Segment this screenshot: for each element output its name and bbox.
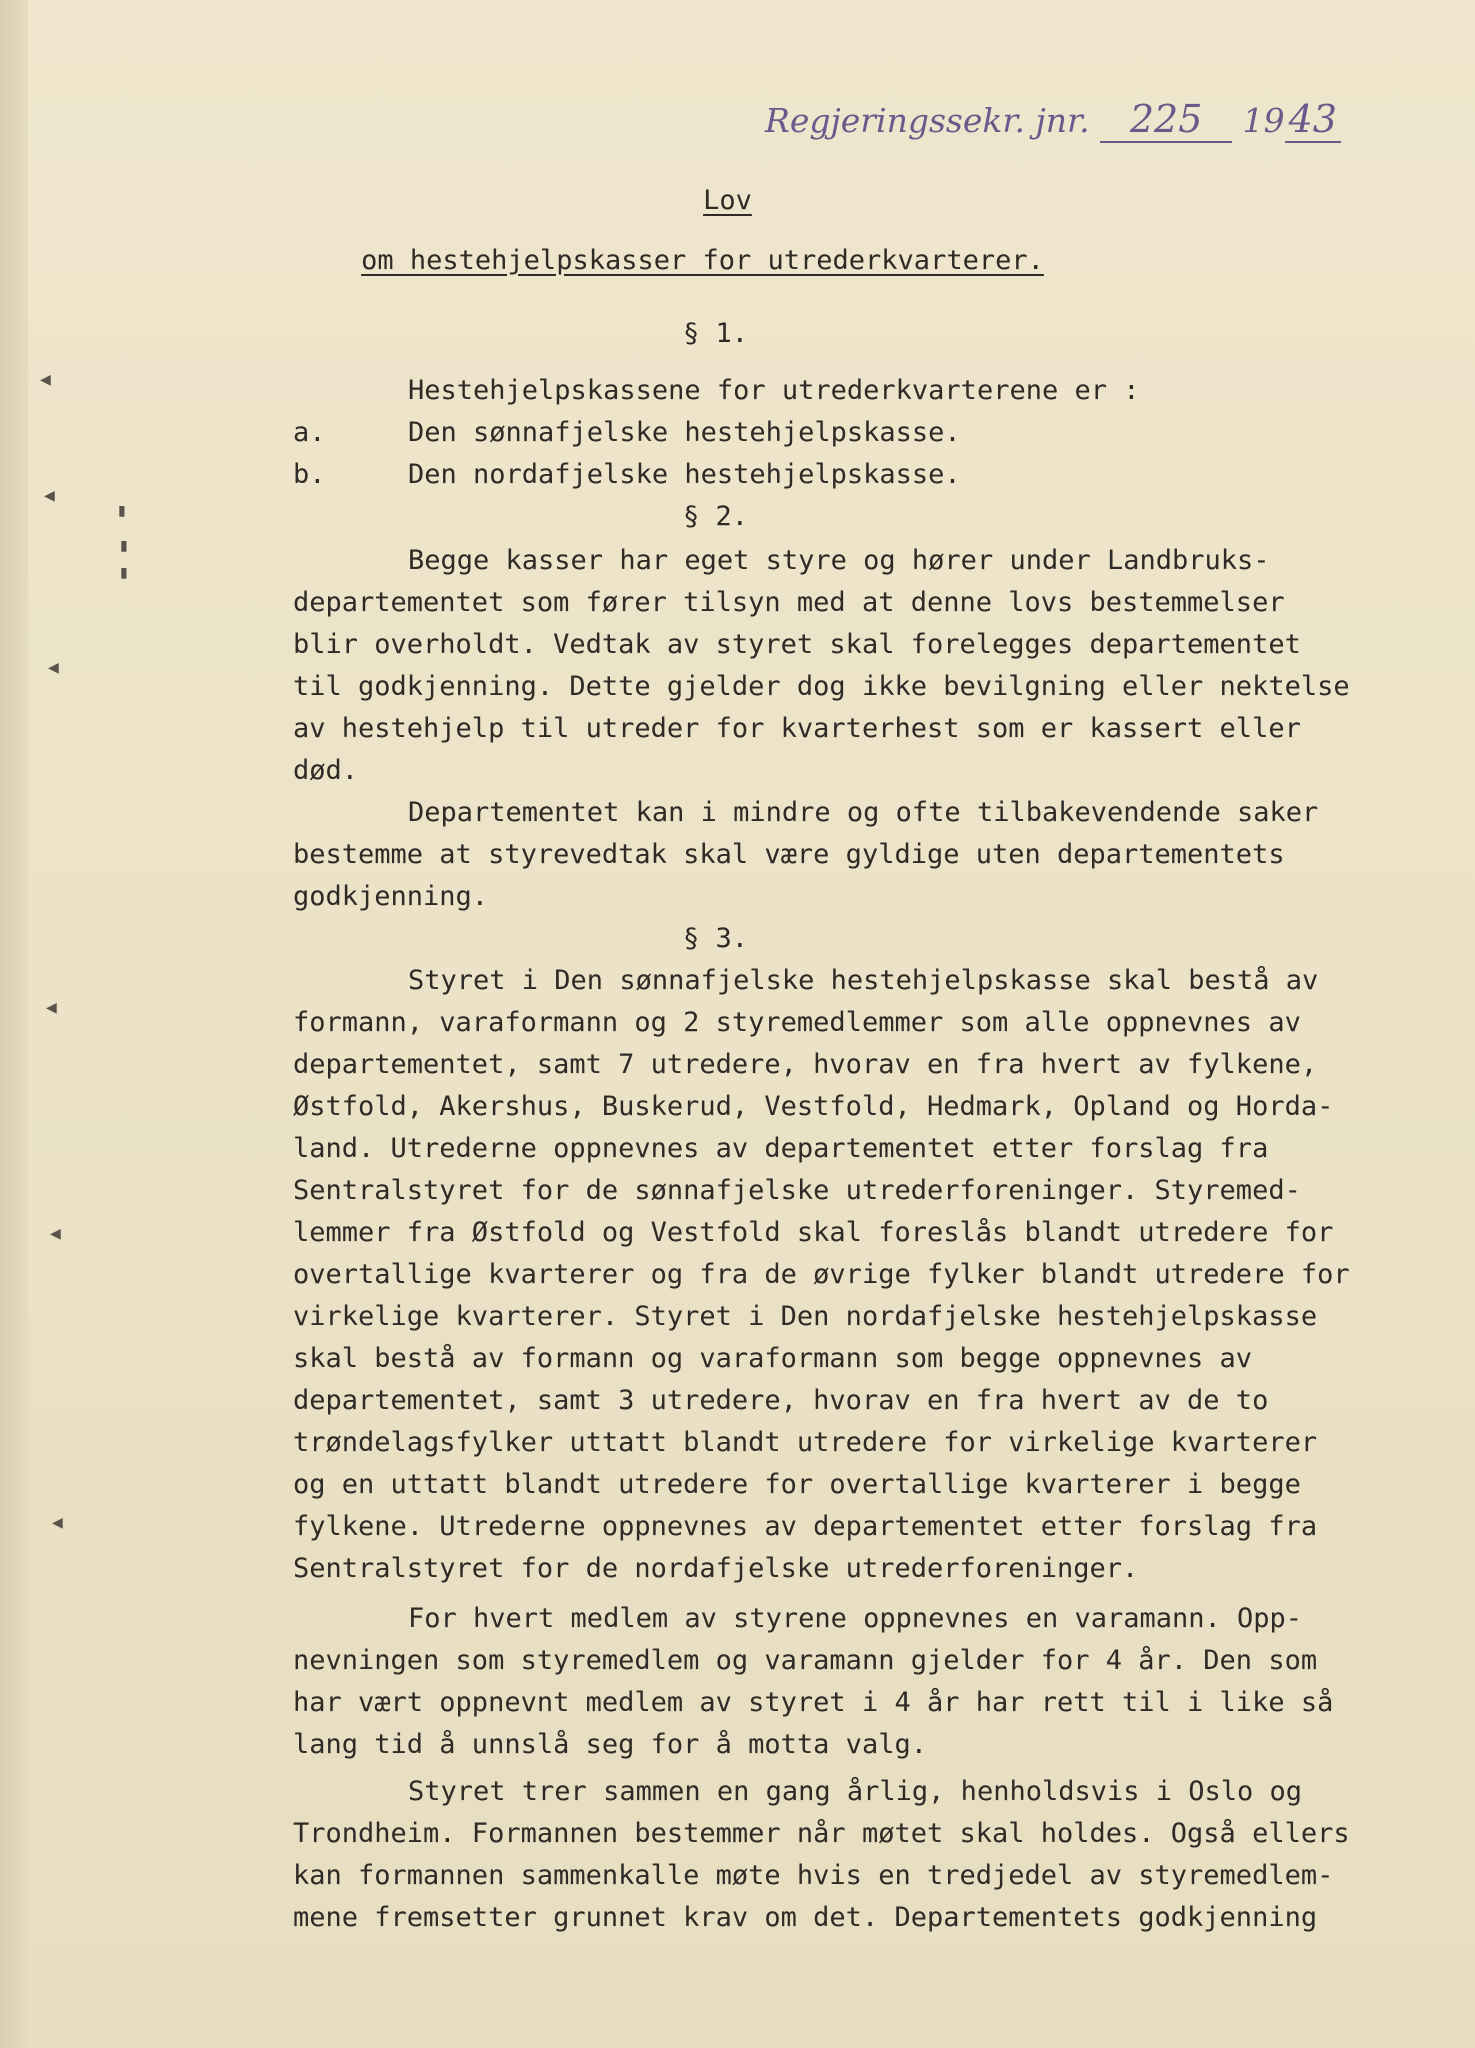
registry-year-prefix: 19: [1242, 101, 1285, 140]
section-3-heading: § 3.: [683, 923, 749, 954]
section-3-line: Sentralstyret for de sønnafjelske utrederforeninger. Styremed-: [293, 1175, 1301, 1206]
section-3-line: formann, varaformann og 2 styremedlemmer som alle oppnevnes av: [293, 1007, 1301, 1038]
section-3-line: Trondheim. Formannen bestemmer når møtet skal holdes. Også ellers: [293, 1818, 1350, 1849]
section-2-line: Begge kasser har eget styre og hører under Landbruks-: [408, 545, 1270, 576]
section-2-heading: § 2.: [683, 501, 749, 532]
section-3-line: fylkene. Utrederne oppnevnes av departementet etter forslag fra: [293, 1511, 1318, 1542]
section-2-line: Departementet kan i mindre og ofte tilbakevendende saker: [408, 797, 1319, 828]
section-3-line: lemmer fra Østfold og Vestfold skal foreslås blandt utredere for: [293, 1217, 1334, 1248]
section-3-line: departementet, samt 3 utredere, hvorav en fra hvert av de to: [293, 1385, 1269, 1416]
section-3-line: Østfold, Akershus, Buskerud, Vestfold, Hedmark, Opland og Horda-: [293, 1091, 1334, 1122]
section-3-line: Styret trer sammen en gang årlig, henholdsvis i Oslo og: [408, 1776, 1303, 1807]
section-2-line: bestemme at styrevedtak skal være gyldige uten departementets: [293, 839, 1285, 870]
registry-stamp: [765, 97, 1341, 143]
section-2-line: departementet som fører tilsyn med at denne lovs bestemmelser: [293, 587, 1285, 618]
section-1-heading: § 1.: [683, 318, 749, 349]
section-3-line: kan formannen sammenkalle møte hvis en tredjedel av styremedlem-: [293, 1860, 1334, 1891]
section-3-line: nevningen som styremedlem og varamann gjelder for 4 år. Den som: [293, 1645, 1318, 1676]
section-3-line: departementet, samt 7 utredere, hvorav en fra hvert av fylkene,: [293, 1049, 1318, 1080]
section-1-intro: Hestehjelpskassene for utrederkvarterene er :: [408, 375, 1140, 406]
registry-year-suffix: 43: [1285, 97, 1341, 143]
section-3-line: Styret i Den sønnafjelske hestehjelpskasse skal bestå av: [408, 965, 1319, 996]
section-2-line: død.: [293, 755, 359, 786]
section-2-line: av hestehjelp til utreder for kvarterhest som er kassert eller: [293, 713, 1301, 744]
section-1-item-a-letter: a.: [293, 417, 326, 448]
section-3-line: og en uttatt blandt utredere for overtallige kvarterer i begge: [293, 1469, 1301, 1500]
registry-number: 225: [1100, 97, 1232, 143]
section-3-line: virkelige kvarterer. Styret i Den nordafjelske hestehjelpskasse: [293, 1301, 1318, 1332]
section-3-line: skal bestå av formann og varaformann som begge oppnevnes av: [293, 1343, 1253, 1374]
document-title: Lov: [703, 185, 752, 216]
registry-label: Regjeringssekr. jnr.: [765, 101, 1090, 140]
section-2-line: blir overholdt. Vedtak av styret skal forelegges departementet: [293, 629, 1301, 660]
section-3-line: lang tid å unnslå seg for å motta valg.: [293, 1729, 927, 1760]
section-3-line: overtallige kvarterer og fra de øvrige fylker blandt utredere for: [293, 1259, 1350, 1290]
section-3-line: land. Utrederne oppnevnes av departementet etter forslag fra: [293, 1133, 1269, 1164]
document-page: ◀ ◀ ◀ ◀ ◀ ◀ ▮ ▮ ▮ Regjeringssekr. jnr. 225 19 43 Lov om hestehjelpskasser for utrederkvarterer. § 1. Hestehjelpskassene for utrederkvarterene er : a. Den sønnafjelske hestehjelpskasse. b. Den nordafjelske hestehjelpskasse. § 2. Begge kasser har eget styre og hører under Landbruks- departementet som fører tilsyn med at denne lovs bestemmelser blir overholdt. Vedtak av styret skal forelegges departementet til godkjenning. Dette gjelder dog ikke bevilgning eller nektelse av hestehjelp til utreder for kvarterhest som er kassert eller død. Departementet kan i mindre og ofte tilbakevendende saker bestemme at styrevedtak skal være gyldige uten departementets godkjenning. § 3. Styret i Den sønnafjelske hestehjelpskasse skal bestå av formann, varaformann og 2 styremedlemmer som alle oppnevnes av departementet, samt 7 utredere, hvorav en fra hvert av fylkene, Østfold, Akershus, Buskerud, Vestfold, Hedmark, Opland og Horda- land. Utrederne oppnevnes av departementet etter forslag fra Sentralstyret for de sønnafjelske utrederforeninger. Styremed- lemmer fra Østfold og Vestfold skal foreslås blandt utredere for overtallige kvarterer og fra de øvrige fylker blandt utredere for virkelige kvarterer. Styret i Den nordafjelske hestehjelpskasse skal bestå av formann og varaformann som begge oppnevnes av departementet, samt 3 utredere, hvorav en fra hvert av de to trøndelagsfylker uttatt blandt utredere for virkelige kvarterer og en uttatt blandt utredere for overtallige kvarterer i begge fylkene. Utrederne oppnevnes av departementet etter forslag fra Sentralstyret for de nordafjelske utrederforeninger. For hvert medlem av styrene oppnevnes en varamann. Opp- nevningen som styremedlem og varamann gjelder for 4 år. Den som har vært oppnevnt medlem av styret i 4 år har rett til i like så lang tid å unnslå seg for å motta valg. Styret trer sammen en gang årlig, henholdsvis i Oslo og Trondheim. Formannen bestemmer når møtet skal holdes. Også ellers kan formannen sammenkalle møte hvis en tredjedel av styremedlem- mene fremsetter grunnet krav om det. Departementets godkjenning: [0, 0, 1475, 2048]
page-binding-edge: [0, 0, 28, 2048]
section-3-line: trøndelagsfylker uttatt blandt utredere for virkelige kvarterer: [293, 1427, 1318, 1458]
section-1-item-a-text: Den sønnafjelske hestehjelpskasse.: [408, 417, 961, 448]
section-3-line: har vært oppnevnt medlem av styret i 4 år har rett til i like så: [293, 1687, 1334, 1718]
section-3-line: mene fremsetter grunnet krav om det. Departementets godkjenning: [293, 1902, 1318, 1933]
document-subtitle: om hestehjelpskasser for utrederkvarterer.: [361, 245, 1044, 276]
section-3-line: Sentralstyret for de nordafjelske utrederforeninger.: [293, 1553, 1139, 1584]
section-2-line: til godkjenning. Dette gjelder dog ikke bevilgning eller nektelse: [293, 671, 1350, 702]
section-2-line: godkjenning.: [293, 881, 489, 912]
section-1-item-b-letter: b.: [293, 459, 326, 490]
section-1-item-b-text: Den nordafjelske hestehjelpskasse.: [408, 459, 961, 490]
section-3-line: For hvert medlem av styrene oppnevnes en varamann. Opp-: [408, 1603, 1303, 1634]
